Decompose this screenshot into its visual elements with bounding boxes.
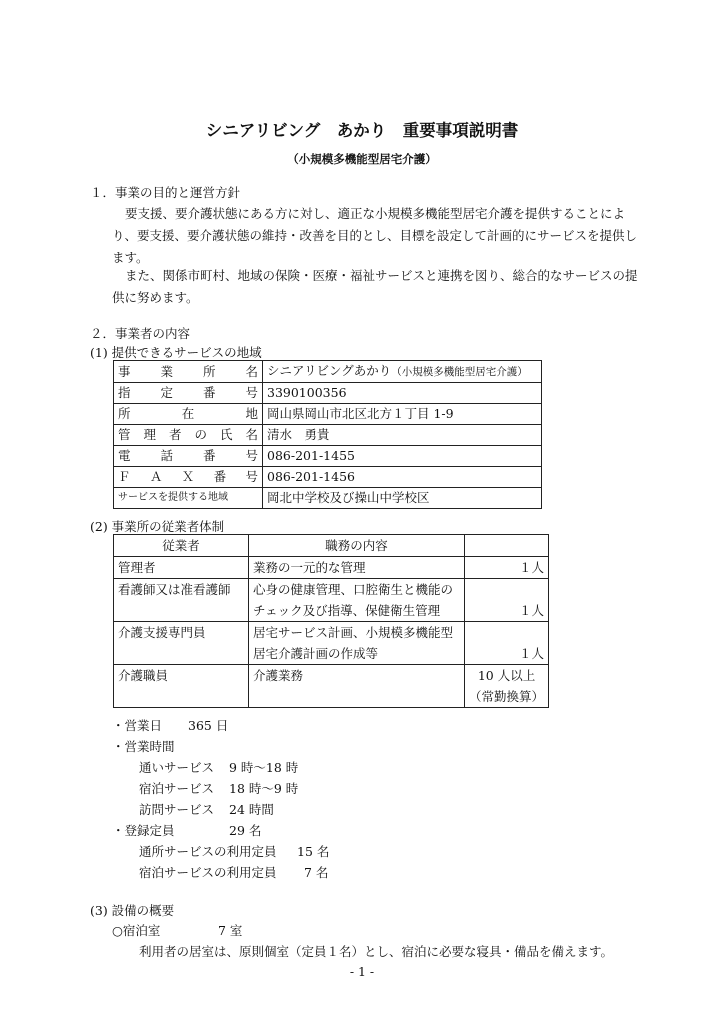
duty-line: 心身の健康管理、口腔衛生と機能の xyxy=(253,582,454,597)
value-office-name xyxy=(263,361,542,383)
header-duties: 職務の内容 xyxy=(249,535,465,557)
hours-service-time: 24 時間 xyxy=(229,802,274,817)
label-designation-number: 指定番号 xyxy=(114,383,263,404)
section1-paragraph-2: また、関係市町村、地域の保険・医療・福祉サービスと連携を図り、総合的なサービスの提供に努めます。 xyxy=(112,268,638,305)
room-value: 7 室 xyxy=(218,923,243,938)
value-service-area: 岡北中学校及び操山中学校区 xyxy=(263,488,542,509)
staff-role: 看護師又は准看護師 xyxy=(114,579,249,622)
capacity-name: 宿泊サービスの利用定員 xyxy=(139,865,277,880)
table-row xyxy=(114,361,542,383)
value-designation-number: 3390100356 xyxy=(263,383,542,404)
staff-role: 管理者 xyxy=(114,557,249,579)
count-note: （常勤換算） xyxy=(469,689,545,704)
staff-duty: 介護業務 xyxy=(249,665,465,708)
registration-capacity-value: 29 名 xyxy=(229,823,262,838)
duty-line: チェック及び指導、保健衛生管理 xyxy=(253,603,441,618)
label-office-name: 事業所名 xyxy=(114,361,263,383)
count-value: 10 人以上 xyxy=(477,668,536,683)
hours-service-name: 通いサービス xyxy=(139,760,215,775)
header-count xyxy=(465,535,549,557)
room-label: ○宿泊室 xyxy=(112,923,161,938)
value-fax: 086-201-1456 xyxy=(263,467,542,488)
table-row xyxy=(114,622,549,665)
staff-count: １人 xyxy=(465,557,549,579)
hours-service-name: 訪問サービス xyxy=(139,802,215,817)
table-row xyxy=(114,557,549,579)
hours-service-time: 9 時～18 時 xyxy=(229,760,299,775)
staff-role: 介護職員 xyxy=(114,665,249,708)
section2-heading: ２．事業者の内容 xyxy=(90,326,191,341)
staff-role: 介護支援専門員 xyxy=(114,622,249,665)
table-row xyxy=(114,383,542,404)
staff-count xyxy=(465,579,549,622)
business-info-table xyxy=(113,360,542,509)
capacity-value: 15 名 xyxy=(297,844,330,859)
registration-capacity-label: ・登録定員 xyxy=(112,823,175,838)
subsection-facilities: (3) 設備の概要 xyxy=(90,903,175,918)
subsection-staff-structure: (2) 事業所の従業者体制 xyxy=(90,519,225,534)
table-row xyxy=(114,404,542,425)
document-subtitle: （小規模多機能型居宅介護） xyxy=(287,152,437,166)
staff-duty xyxy=(249,579,465,622)
duty-line: 居宅サービス計画、小規模多機能型 xyxy=(253,625,454,640)
value-manager-name: 清水 勇貴 xyxy=(263,425,542,446)
capacity-name: 通所サービスの利用定員 xyxy=(139,844,277,859)
hours-service-name: 宿泊サービス xyxy=(139,781,215,796)
count-value: １人 xyxy=(519,603,545,618)
section1-paragraph-1: 要支援、要介護状態にある方に対し、適正な小規模多機能型居宅介護を提供することにより、要支援、要介護状態の維持・改善を目的とし、目標を設定して計画的にサービスを提供します。 xyxy=(112,206,638,265)
subsection-service-area: (1) 提供できるサービスの地域 xyxy=(90,345,262,360)
label-service-area: サービスを提供する地域 xyxy=(114,488,263,509)
hours-service-time: 18 時～9 時 xyxy=(229,781,299,796)
table-row xyxy=(114,665,549,708)
staff-table xyxy=(113,534,549,708)
value-phone: 086-201-1455 xyxy=(263,446,542,467)
label-fax: ＦＡＸ番号 xyxy=(114,467,263,488)
section1-heading: １．事業の目的と運営方針 xyxy=(90,185,241,200)
table-row xyxy=(114,467,542,488)
room-description: 利用者の居室は、原則個室（定員１名）とし、宿泊に必要な寝具・備品を備えます。 xyxy=(139,944,614,959)
table-row xyxy=(114,425,542,446)
staff-count xyxy=(465,665,549,708)
header-staff: 従業者 xyxy=(114,535,249,557)
page-number: - 1 - xyxy=(349,964,375,979)
label-address: 所在地 xyxy=(114,404,263,425)
office-type-note: （小規模多機能型居宅介護） xyxy=(391,366,528,378)
business-hours-label: ・営業時間 xyxy=(112,739,175,754)
capacity-value: 7 名 xyxy=(304,865,329,880)
business-days-label: ・営業日 xyxy=(112,718,163,733)
table-row xyxy=(114,488,542,509)
duty-line: 居宅介護計画の作成等 xyxy=(253,646,379,661)
value-address: 岡山県岡山市北区北方１丁目 1-9 xyxy=(263,404,542,425)
table-row xyxy=(114,579,549,622)
staff-duty xyxy=(249,622,465,665)
staff-count xyxy=(465,622,549,665)
document-title: シニアリビング あかり 重要事項説明書 xyxy=(205,121,519,140)
table-header-row xyxy=(114,535,549,557)
business-days-value: 365 日 xyxy=(188,718,229,733)
table-row xyxy=(114,446,542,467)
label-phone: 電話番号 xyxy=(114,446,263,467)
office-name: シニアリビングあかり xyxy=(267,363,392,378)
staff-duty: 業務の一元的な管理 xyxy=(249,557,465,579)
count-value: １人 xyxy=(519,646,545,661)
label-manager-name: 管理者の氏名 xyxy=(114,425,263,446)
